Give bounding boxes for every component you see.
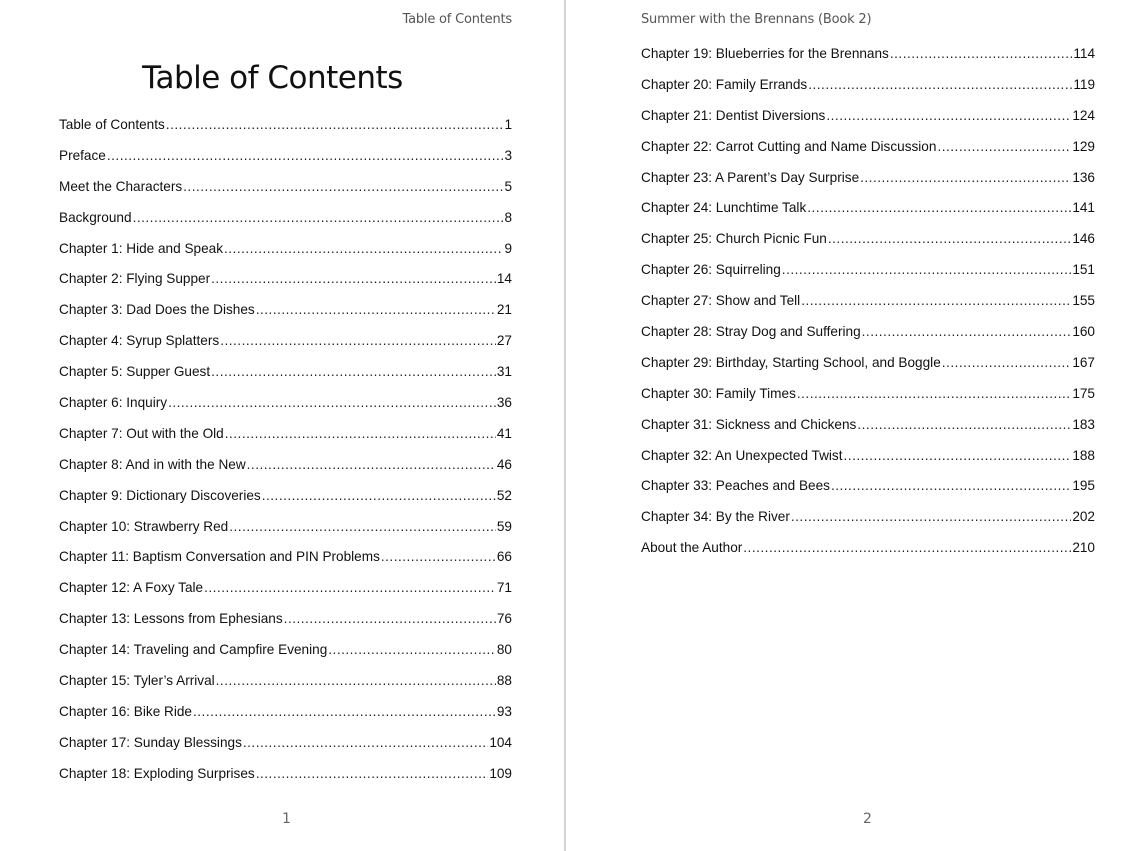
dot-leader: [831, 474, 1071, 498]
toc-entry-title: Chapter 2: Flying Supper: [59, 271, 211, 287]
running-header: Table of Contents: [402, 12, 512, 27]
toc-entry-page: 88: [496, 673, 512, 689]
dot-leader: [860, 166, 1071, 190]
toc-entry[interactable]: [59, 731, 512, 762]
toc-entry-title: Chapter 19: Blueberries for the Brennans: [641, 46, 889, 61]
toc-entry-title: Chapter 23: A Parent’s Day Surprise: [641, 169, 860, 185]
toc-entry-title: Chapter 20: Family Errands: [641, 76, 808, 92]
toc-entry[interactable]: [641, 505, 1095, 536]
toc-entry-page: 129: [1072, 138, 1095, 154]
dot-leader: [808, 73, 1072, 97]
dot-leader: [166, 113, 504, 137]
toc-entry-page: 31: [496, 364, 512, 380]
toc-entry[interactable]: [641, 444, 1095, 475]
toc-entry-title: Chapter 27: Show and Tell: [641, 293, 801, 309]
toc-entry-page: 21: [496, 302, 512, 318]
toc-entry-page: 46: [496, 456, 512, 472]
toc-entry[interactable]: [59, 607, 512, 638]
dot-leader: [381, 545, 496, 569]
toc-entry[interactable]: [59, 515, 512, 546]
toc-entry-page: 71: [496, 580, 512, 596]
toc-entry-page: 141: [1072, 200, 1095, 216]
toc-entry[interactable]: [641, 166, 1095, 197]
toc-entry[interactable]: [59, 144, 512, 175]
toc-entry-page: 93: [496, 703, 512, 719]
toc-entry-title: Chapter 3: Dad Does the Dishes: [59, 302, 255, 318]
toc-entry[interactable]: [641, 289, 1095, 320]
toc-entry[interactable]: [641, 351, 1095, 382]
toc-entry-title: Chapter 21: Dentist Diversions: [641, 107, 826, 123]
toc-entry[interactable]: [641, 73, 1095, 104]
toc-entry-page: 210: [1072, 540, 1095, 556]
toc-entry-title: Chapter 9: Dictionary Discoveries: [59, 487, 261, 503]
toc-entry[interactable]: [59, 669, 512, 700]
toc-entry-page: 80: [496, 642, 512, 658]
toc-entry[interactable]: [641, 104, 1095, 135]
page-number: 2: [863, 811, 872, 827]
toc-entry-page: 8: [504, 209, 512, 225]
dot-leader: [220, 329, 496, 353]
toc-entry-title: About the Author: [641, 540, 743, 556]
toc-entry-title: Chapter 22: Carrot Cutting and Name Discussion: [641, 138, 937, 154]
toc-entry[interactable]: [59, 422, 512, 453]
toc-entry-title: Chapter 34: By the River: [641, 509, 790, 525]
toc-entry-page: 195: [1072, 478, 1095, 494]
dot-leader: [193, 700, 496, 724]
dot-leader: [807, 196, 1071, 220]
toc-entry-title: Chapter 26: Squirreling: [641, 262, 781, 278]
toc-entry-page: 151: [1072, 262, 1095, 278]
toc-entry-page: 160: [1072, 324, 1095, 340]
toc-entry-page: 155: [1072, 293, 1095, 309]
toc-entry-title: Chapter 13: Lessons from Ephesians: [59, 611, 283, 627]
toc-entry-title: Meet the Characters: [59, 178, 183, 194]
dot-leader: [225, 422, 496, 446]
toc-entry-title: Chapter 30: Family Times: [641, 385, 796, 401]
dot-leader: [247, 453, 496, 477]
toc-entry-page: 188: [1072, 447, 1095, 463]
toc-entry[interactable]: [641, 196, 1095, 227]
toc-entry[interactable]: [641, 413, 1095, 444]
toc-entry-page: 136: [1072, 169, 1095, 185]
toc-entry-title: Chapter 17: Sunday Blessings: [59, 734, 242, 750]
toc-entry[interactable]: [59, 298, 512, 329]
toc-entry-title: Background: [59, 209, 132, 225]
dot-leader: [797, 382, 1071, 406]
toc-entry[interactable]: [59, 545, 512, 576]
toc-entry-title: Table of Contents: [59, 117, 165, 132]
toc-entry-title: Chapter 10: Strawberry Red: [59, 518, 229, 534]
dot-leader: [328, 638, 496, 662]
toc-entry-title: Chapter 33: Peaches and Bees: [641, 478, 830, 494]
toc-entry[interactable]: [641, 42, 1095, 73]
toc-entry-page: 3: [504, 147, 512, 163]
toc-entry-title: Chapter 14: Traveling and Campfire Evening: [59, 642, 328, 658]
toc-entry-page: 124: [1072, 107, 1095, 123]
toc-entry-title: Chapter 18: Exploding Surprises: [59, 765, 255, 781]
toc-entry-page: 183: [1072, 416, 1095, 432]
toc-entry[interactable]: [59, 762, 512, 793]
toc-entry[interactable]: [59, 237, 512, 268]
left-page: [0, 0, 564, 851]
dot-leader: [262, 484, 496, 508]
toc-entry[interactable]: [59, 576, 512, 607]
toc-entry[interactable]: [59, 267, 512, 298]
page-number: 1: [282, 811, 291, 827]
dot-leader: [782, 258, 1072, 282]
toc-entry-title: Chapter 29: Birthday, Starting School, and Boggle: [641, 354, 941, 370]
dot-leader: [942, 351, 1072, 375]
dot-leader: [211, 360, 496, 384]
toc-entry-title: Preface: [59, 147, 106, 163]
toc-entry-page: 146: [1072, 231, 1095, 247]
toc-entry[interactable]: [641, 227, 1095, 258]
toc-entry-title: Chapter 5: Supper Guest: [59, 364, 211, 380]
toc-entry[interactable]: [59, 206, 512, 237]
dot-leader: [801, 289, 1071, 313]
toc-entry-page: 27: [496, 333, 512, 349]
dot-leader: [216, 669, 496, 693]
toc-entry[interactable]: [59, 391, 512, 422]
dot-leader: [844, 444, 1072, 468]
dot-leader: [890, 42, 1072, 66]
toc-entry-title: Chapter 28: Stray Dog and Suffering: [641, 324, 861, 340]
toc-entry-page: 1: [504, 117, 512, 132]
toc-entry-title: Chapter 4: Syrup Splatters: [59, 333, 220, 349]
toc-entry[interactable]: [59, 360, 512, 391]
toc-entry-page: 41: [496, 425, 512, 441]
toc-entry-title: Chapter 8: And in with the New: [59, 456, 246, 472]
toc-entry-title: Chapter 32: An Unexpected Twist: [641, 447, 843, 463]
toc-entry-page: 76: [496, 611, 512, 627]
dot-leader: [168, 391, 496, 415]
dot-leader: [937, 135, 1071, 159]
dot-leader: [211, 267, 496, 291]
toc-entry[interactable]: [641, 258, 1095, 289]
toc-entry-title: Chapter 15: Tyler’s Arrival: [59, 673, 215, 689]
toc-entry-title: Chapter 7: Out with the Old: [59, 425, 224, 441]
dot-leader: [743, 536, 1071, 560]
running-header: Summer with the Brennans (Book 2): [641, 12, 872, 27]
dot-leader: [826, 104, 1071, 128]
dot-leader: [862, 320, 1072, 344]
toc-entry[interactable]: [59, 113, 512, 144]
toc-entry-title: Chapter 16: Bike Ride: [59, 703, 192, 719]
dot-leader: [828, 227, 1071, 251]
toc-entry-page: 202: [1072, 509, 1095, 525]
dot-leader: [224, 237, 503, 261]
toc-entry-title: Chapter 31: Sickness and Chickens: [641, 416, 857, 432]
toc-entry-page: 52: [496, 487, 512, 503]
dot-leader: [284, 607, 496, 631]
toc-entry-page: 59: [496, 518, 512, 534]
toc-list-left: [59, 113, 512, 793]
toc-entry-page: 14: [496, 271, 512, 287]
toc-entry-page: 175: [1072, 385, 1095, 401]
toc-entry-title: Chapter 11: Baptism Conversation and PIN Problems: [59, 549, 380, 565]
toc-entry[interactable]: [59, 638, 512, 669]
page-title: Table of Contents: [142, 60, 403, 96]
dot-leader: [256, 762, 489, 786]
dot-leader: [183, 175, 503, 199]
toc-entry-page: 36: [496, 395, 512, 411]
toc-entry[interactable]: [59, 484, 512, 515]
toc-list-right: [641, 42, 1095, 567]
toc-entry[interactable]: [641, 320, 1095, 351]
toc-entry-page: 5: [504, 178, 512, 194]
toc-entry[interactable]: [59, 700, 512, 731]
dot-leader: [256, 298, 496, 322]
toc-entry-page: 119: [1073, 76, 1095, 92]
toc-entry[interactable]: [641, 382, 1095, 413]
dot-leader: [791, 505, 1071, 529]
toc-entry-title: Chapter 24: Lunchtime Talk: [641, 200, 807, 216]
toc-entry[interactable]: [641, 474, 1095, 505]
toc-entry[interactable]: [641, 135, 1095, 166]
toc-entry-title: Chapter 1: Hide and Speak: [59, 240, 223, 256]
dot-leader: [229, 515, 496, 539]
toc-entry-page: 114: [1073, 46, 1095, 61]
toc-entry-page: 109: [489, 765, 512, 781]
toc-entry-title: Chapter 25: Church Picnic Fun: [641, 231, 827, 247]
dot-leader: [243, 731, 488, 755]
toc-entry[interactable]: [641, 536, 1095, 567]
toc-entry-page: 9: [504, 240, 512, 256]
dot-leader: [857, 413, 1071, 437]
toc-entry-title: Chapter 6: Inquiry: [59, 395, 168, 411]
toc-entry-page: 104: [489, 734, 512, 750]
dot-leader: [204, 576, 496, 600]
toc-entry[interactable]: [59, 329, 512, 360]
toc-entry[interactable]: [59, 175, 512, 206]
toc-entry-title: Chapter 12: A Foxy Tale: [59, 580, 204, 596]
dot-leader: [133, 206, 504, 230]
toc-entry-page: 66: [496, 549, 512, 565]
dot-leader: [107, 144, 504, 168]
right-page: [566, 0, 1138, 851]
toc-entry[interactable]: [59, 453, 512, 484]
toc-entry-page: 167: [1072, 354, 1095, 370]
